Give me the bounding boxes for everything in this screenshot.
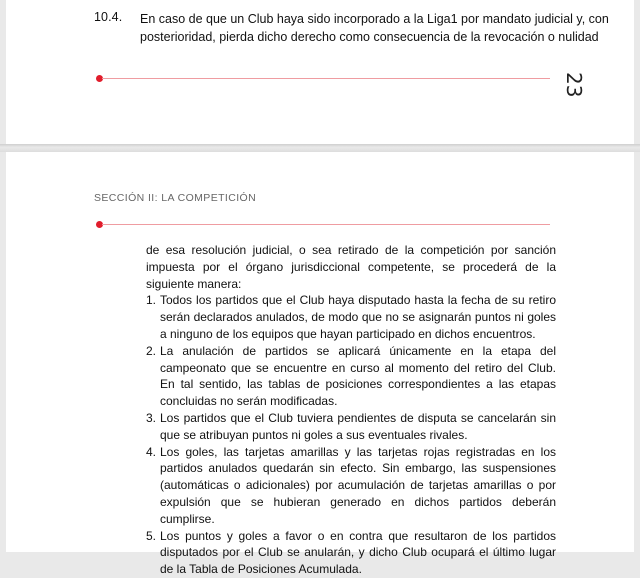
list-item-text: Los puntos y goles a favor o en contra que resultaron de los partidos disputados por el Club se anularán, y dicho Club ocupará el último lugar de la Tabla de Posiciones Acumulada.: [160, 528, 556, 577]
clause-line: En caso de que un Club haya sido incorporado a la Liga1 por mandato judicial y, con: [140, 12, 609, 26]
numbered-list: [146, 292, 556, 578]
page-gap: [0, 144, 640, 152]
list-item-number: 5.: [146, 528, 157, 543]
list-item-text: Los goles, las tarjetas amarillas y las tarjetas rojas registradas en los partidos anulados quedarán sin efecto. Sin embargo, las suspensiones (automáticas o adicionales) por acumulación de tarjetas amarillas o por expulsión que se hubieran generado en dichos partidos deberán cumplirse.: [160, 444, 556, 526]
list-item-number: 2.: [146, 343, 157, 358]
clause-line: posterioridad, pierda dicho derecho como consecuencia de la revocación o nulidad: [140, 30, 599, 44]
list-item: [146, 410, 556, 444]
list-item-text: Todos los partidos que el Club haya disputado hasta la fecha de su retiro serán declarados anulados, de modo que no se asignarán puntos ni goles a ninguno de los equipos que hayan participado en dichos encuentros.: [160, 293, 556, 341]
list-item-number: 4.: [146, 444, 157, 459]
clause-number: 10.4.: [94, 10, 123, 24]
divider-line: [102, 224, 550, 225]
clause-text: [140, 10, 609, 46]
section-title: SECCIÓN II: LA COMPETICIÓN: [94, 192, 257, 204]
document-page-top: [6, 0, 634, 144]
list-item: [146, 292, 556, 342]
document-page-bottom: [6, 152, 634, 577]
body-text: [146, 242, 556, 578]
list-item-text: La anulación de partidos se aplicará únicamente en la etapa del campeonato que se encuentre en curso al momento del retiro del Club. En tal sentido, las tablas de posiciones correspondientes a las etapas concluidas no serán modificadas.: [160, 343, 556, 409]
list-item-number: 3.: [146, 410, 157, 425]
page-number: 23: [562, 72, 586, 98]
list-item: [146, 444, 556, 528]
divider-line: [102, 78, 550, 79]
intro-paragraph: de esa resolución judicial, o sea retirado de la competición por sanción impuesta por el órgano jurisdiccional competente, se procederá de la siguiente manera:: [146, 243, 556, 291]
list-item: [146, 528, 556, 578]
list-item-text: Los partidos que el Club tuviera pendientes de disputa se cancelarán sin que se atribuyan puntos ni goles a sus eventuales rivales.: [160, 410, 556, 442]
list-item: [146, 343, 556, 410]
list-item-number: 1.: [146, 293, 157, 308]
